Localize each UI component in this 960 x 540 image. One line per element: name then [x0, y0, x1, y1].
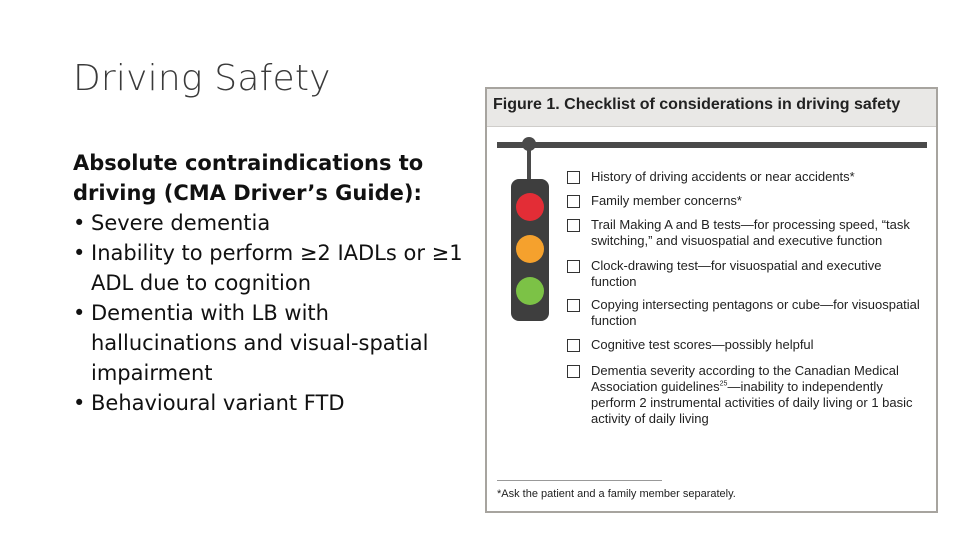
green-light-icon [516, 277, 544, 305]
checkbox[interactable] [567, 171, 580, 184]
red-light-icon [516, 193, 544, 221]
signal-pole [497, 142, 927, 148]
bullet-item [73, 298, 463, 388]
checklist-item-text: Family member concerns* [591, 193, 742, 208]
reference-superscript: 25 [719, 380, 728, 388]
bullet-marker: • [73, 301, 86, 325]
contraindications-heading: Absolute contraindications to driving (CMA Driver’s Guide): [73, 151, 424, 205]
checkbox[interactable] [567, 365, 580, 378]
checkbox[interactable] [567, 195, 580, 208]
bullet-item [73, 388, 463, 418]
figure-footnote: *Ask the patient and a family member separately. [497, 488, 736, 500]
checklist-item-text [591, 363, 926, 427]
bullet-item [73, 208, 463, 238]
checkbox[interactable] [567, 219, 580, 232]
figure-title-lead: Figure 1. [493, 96, 560, 113]
checkbox[interactable] [567, 299, 580, 312]
traffic-light-icon [511, 179, 549, 321]
figure-title-text: Checklist of considerations in driving safety [564, 96, 901, 113]
item-text-part: —inability to independently perform 2 instrumental activities of daily living or 1 basic activity of daily living [591, 379, 913, 426]
bullet-text: Severe dementia [91, 211, 271, 235]
checkbox[interactable] [567, 339, 580, 352]
signal-pole-stem [527, 147, 531, 180]
bullet-marker: • [73, 211, 86, 235]
bullet-item [73, 238, 463, 298]
checklist-item-text: Clock-drawing test—for visuospatial and executive function [591, 258, 882, 289]
bullet-marker: • [73, 391, 86, 415]
checklist-item-text: Copying intersecting pentagons or cube—for visuospatial function [591, 297, 920, 328]
bullet-text: Behavioural variant FTD [91, 391, 345, 415]
bullet-text: Dementia with LB with hallucinations and visual-spatial impairment [91, 301, 429, 385]
slide-title: Driving Safety [73, 58, 331, 99]
figure-title [493, 96, 900, 114]
footnote-divider [497, 480, 662, 481]
bullet-text: Inability to perform ≥2 IADLs or ≥1 ADL due to cognition [91, 241, 463, 295]
checklist-item-text: History of driving accidents or near accidents* [591, 169, 855, 184]
checkbox[interactable] [567, 260, 580, 273]
item-text-part: Dementia severity according to the Canadian Medical Association guidelines [591, 363, 899, 394]
checklist-item-text: Cognitive test scores—possibly helpful [591, 337, 814, 352]
slide-body [73, 148, 463, 418]
amber-light-icon [516, 235, 544, 263]
driving-safety-figure [485, 87, 938, 513]
checklist-item-text: Trail Making A and B tests—for processing speed, “task switching,” and visuospatial and executive function [591, 217, 910, 248]
bullet-marker: • [73, 241, 86, 265]
figure-header [487, 89, 936, 127]
